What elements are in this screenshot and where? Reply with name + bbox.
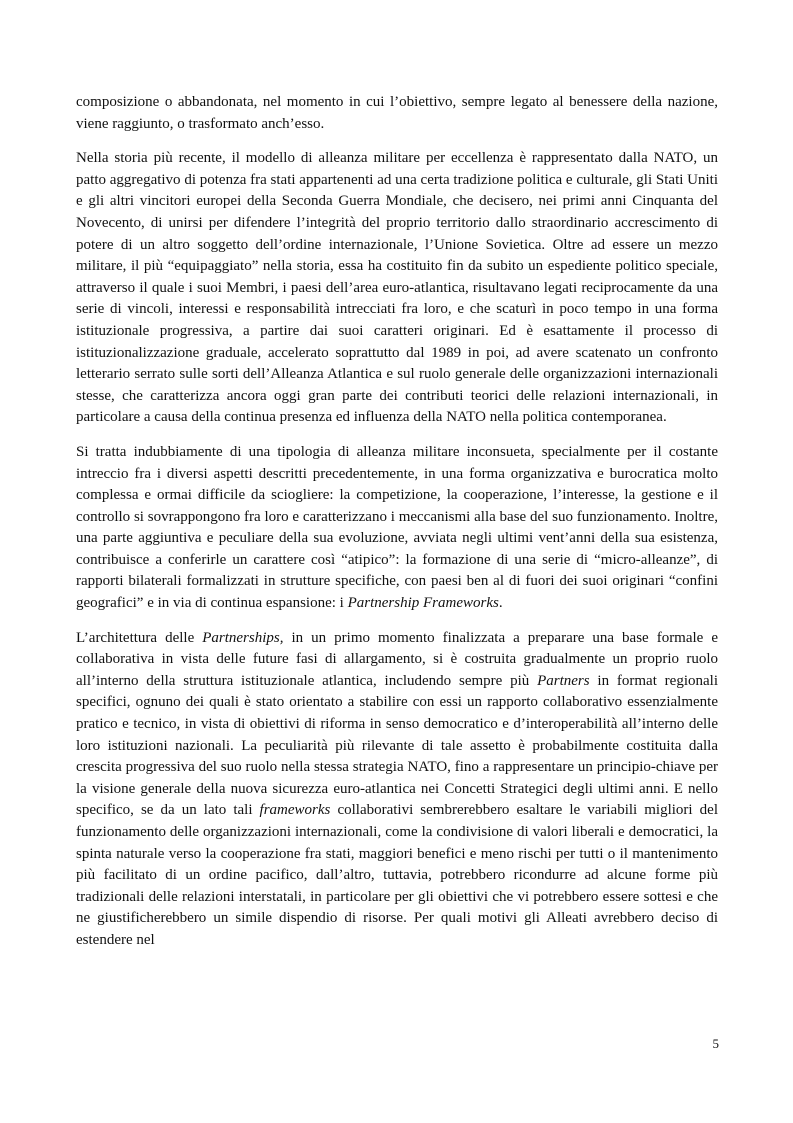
italic-term: frameworks [259,802,331,819]
text-run: composizione o abbandonata, nel momento in cui l’obiettivo, sempre legato al benessere della nazione, viene raggiunto, o trasformato anch’esso. [76,94,718,132]
paragraph [76,148,718,429]
text-run: . [498,595,503,612]
text-run: in format regionali specifici, ognuno dei quali è stato orientato a stabilire con essi un rapporto collaborativo essenzialmente pratico e tecnico, in vista di obiettivi di riforma in senso democratico e d’interoperabilità all’interno delle loro istituzioni nazionali. La peculiarità più rilevante di tale assetto è probabilmente costituita dalla crescita progressiva del suo ruolo nella stessa strategia NATO, fino a rappresentare un principio-chiave per la visione generale della nuova sicurezza euro-atlantica nei Concetti Strategici degli ultimi anni. E nello specifico, se da un lato tali [76,672,718,819]
text-run: Si tratta indubbiamente di una tipologia di alleanza militare inconsueta, specialmente per il costante intreccio fra i diversi aspetti descritti precedentemente, in una forma organizzativa e burocratica molto complessa e ormai difficile da sciogliere: la competizione, la cooperazione, l’interesse, la gestione e il controllo si sovrappongono fra loro e caratterizzano i meccanismi alla base del suo funzionamento. Inoltre, una parte aggiuntiva e peculiare della sua evoluzione, avviata negli ultimi vent’anni della sua esistenza, contribuisce a conferirle un carattere così “atipico”: la formazione di una serie di “micro-alleanze”, di rapporti bilaterali formalizzati in strutture specifiche, con paesi ben al di fuori dei suoi originari “confini geografici” e in via di continua espansione: i [76,443,718,612]
paragraph [76,628,718,952]
body-text [76,92,718,965]
text-run: Nella storia più recente, il modello di alleanza militare per eccellenza è rappresentato dalla NATO, un patto aggregativo di potenza fra stati appartenenti ad una certa tradizione politica e culturale, gli Stati Uniti e gli altri vincitori europei della Seconda Guerra Mondiale, che decisero, nei primi anni Cinquanta del Novecento, di unirsi per difendere l’integrità del proprio territorio dallo straordinario accrescimento di potere di un altro soggetto dell’ordine internazionale, l’Unione Sovietica. Oltre ad essere un mezzo militare, il più “equipaggiato” nella storia, essa ha costituito fin da subito un espediente politico speciale, attraverso il quale i suoi Membri, i paesi dell’area euro-atlantica, risultavano legati reciprocamente da una serie di vincoli, interessi e responsabilità intrecciati fra loro, e che scaturì in poco tempo in una forma istituzionale progressiva, a partire dai suoi caratteri originari. Ed è esattamente il processo di istituzionalizzazione graduale, accelerato soprattutto dal 1989 in poi, ad avere scatenato un confronto letterario serrato sulle sorti dell’Alleanza Atlantica e sul ruolo generale delle organizzazioni internazionali stesse, che caratterizza ancora oggi gran parte dei contributi teorici delle relazioni internazionali, in particolare a causa della continua presenza ed influenza della NATO nella politica contemporanea. [76,150,718,426]
italic-term: Partnership Frameworks [347,595,499,612]
paragraph [76,442,718,615]
text-run: in un primo momento finalizzata a preparare una base formale e collaborativa in vista delle future fasi di allargamento, si è costruita gradualmente un proprio ruolo all’interno della struttura istituzionale atlantica, includendo sempre più [76,629,718,689]
paragraph [76,92,718,135]
text-run: L’architettura delle [76,629,203,646]
page-number: 5 [712,1036,719,1051]
italic-term: Partners [537,672,590,689]
text-run: collaborativi sembrerebbero esaltare le variabili migliori del funzionamento delle organizzazioni internazionali, come la condivisione di valori liberali e democratici, la spinta naturale verso la cooperazione fra stati, maggiori benefici e meno rischi per tutti o il mantenimento più facilitato di un ordine pacifico, dall’altro, tuttavia, potrebbero ricondurre ad alcune forme più tradizionali delle relazioni interstatali, in particolare per gli obiettivi che vi potrebbero essere sottesi e che ne giustificherebbero un simile dispendio di risorse. Per quali motivi gli Alleati avrebbero deciso di estendere nel [76,802,718,948]
italic-term: Partnerships, [202,629,284,646]
